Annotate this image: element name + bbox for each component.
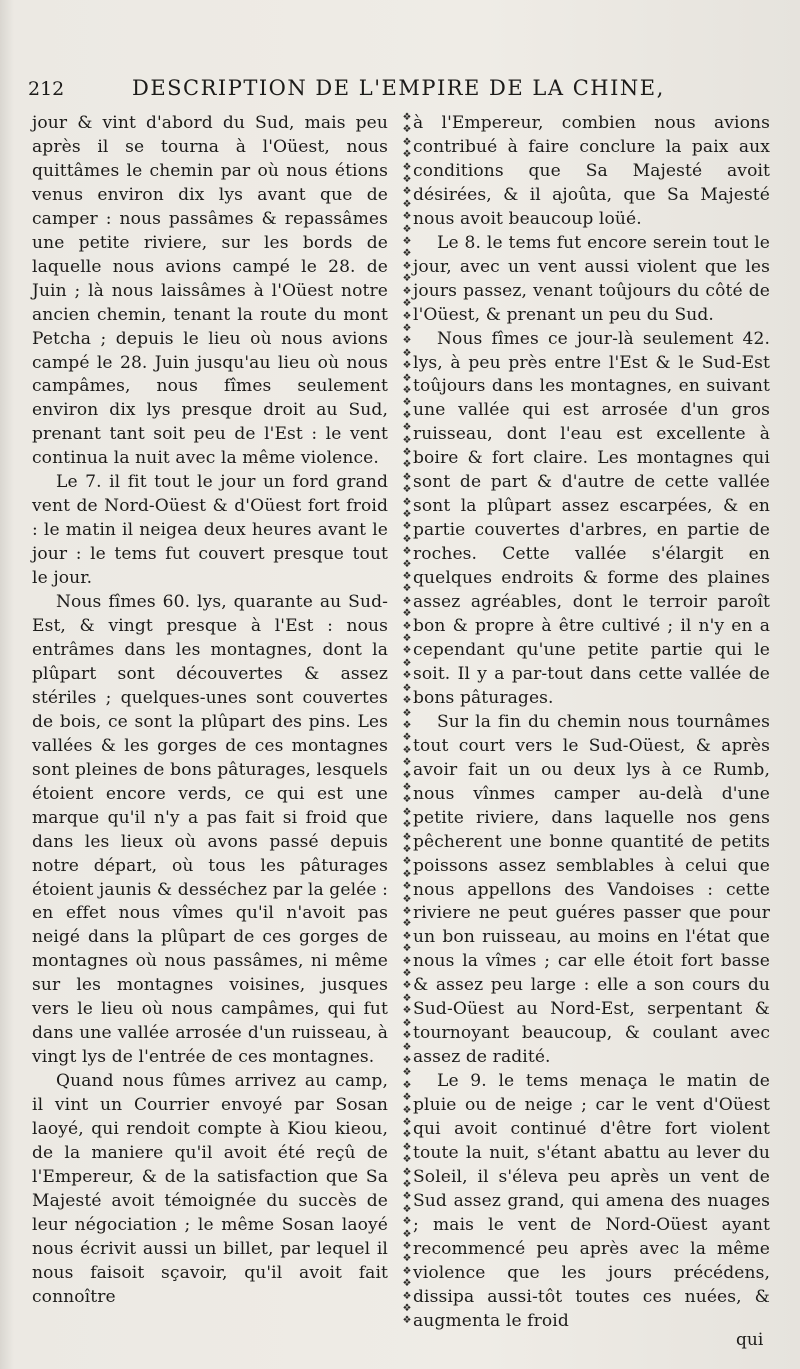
running-header bbox=[28, 74, 718, 108]
paragraph: Sur la fin du chemin nous tournâmes tout court vers le Sud-Oüest, & après avoir fait un ou deux lys à ce Rumb, nous vînmes camper au-delà d'une petite riviere, dans laquelle nos gens pêcherent une bonne quantité de petits poissons assez semblables à celui que nous appellons des Vandoises : cette riviere ne peut guéres passer que pour un bon ruisseau, au moins en l'état que nous la vîmes ; car elle étoit fort basse & assez peu large : elle a son cours du Sud-Oüest au Nord-Est, serpentant & tournoyant beaucoup, & coulant avec assez de radité. bbox=[413, 711, 770, 1068]
catchword: qui bbox=[736, 1330, 764, 1350]
running-title: DESCRIPTION DE L'EMPIRE DE LA CHINE, bbox=[132, 76, 665, 100]
paragraph: Le 8. le tems fut encore serein tout le jour, avec un vent aussi violent que les jours passez, venant toûjours du côté de l'Oüest, & prenant un peu du Sud. bbox=[413, 232, 770, 325]
paragraph: Nous fîmes ce jour-là seulement 42. lys, à peu près entre l'Est & le Sud-Est toûjours dans les montagnes, en suivant une vallée qui est arrosée d'un gros ruisseau, dont l'eau est excellente à boire & fort claire. Les montagnes qui sont de part & d'autre de cette vallée sont la plûpart assez escarpées, & en partie couvertes d'arbres, en partie de roches. Cette vallée s'élargit en quelques endroits & forme des plaines assez agréables, dont le terroir paroît bon & propre à être cultivé ; il n'y en a cependant qu'une petite partie qui le soit. Il y a par-tout dans cette vallée de bons pâturages. bbox=[413, 328, 770, 708]
right-column bbox=[413, 112, 770, 1334]
paragraph: jour & vint d'abord du Sud, mais peu après il se tourna à l'Oüest, nous quittâmes le chemin par où nous étions venus environ dix lys avant que de camper : nous passâmes & repassâmes une petite riviere, sur les bords de laquelle nous avions campé le 28. de Juin ; là nous laissâmes à l'Oüest notre ancien chemin, tenant la route du mont Petcha ; depuis le lieu où nous avions campé le 28. Juin jusqu'au lieu où nous campâmes, nous fîmes seulement environ dix lys presque droit au Sud, prenant tant soit peu de l'Est : le vent continua la nuit avec la même violence. bbox=[32, 113, 388, 469]
paragraph: Le 9. le tems menaça le matin de pluie ou de neige ; car le vent d'Oüest qui avoit continué d'être fort violent toute la nuit, s'étant abattu au lever du Soleil, il s'éleva peu après un vent de Sud assez grand, qui amena des nuages ; mais le vent de Nord-Oüest ayant recommencé peu après avec la même violence que les jours précédens, dissipa aussi-tôt toutes ces nuées, & augmenta le froid bbox=[413, 1071, 770, 1331]
paragraph: à l'Empereur, combien nous avions contribué à faire conclure la paix aux conditions que Sa Majesté avoit désirées, & il ajoûta, que Sa Majesté nous avoit beaucoup loüé. bbox=[413, 113, 770, 229]
column-ornament-divider: ❖ ❖ ❖ ❖ ❖ ❖ ❖ ❖ ❖ ❖ ❖ ❖ ❖ ❖ ❖ ❖ ❖ ❖ ❖ ❖ ❖ ❖ ❖ ❖ ❖ ❖ ❖ ❖ ❖ ❖ ❖ ❖ ❖ ❖ ❖ ❖ ❖ ❖ ❖ ❖ ❖ ❖ ❖ ❖ ❖ ❖ ❖ ❖ ❖ ❖ ❖ ❖ ❖ ❖ ❖ ❖ ❖ ❖ ❖ ❖ ❖ ❖ ❖ ❖ ❖ ❖ ❖ ❖ ❖ ❖ ❖ ❖ ❖ ❖ ❖ ❖ ❖ ❖ ❖ ❖ ❖ ❖ ❖ ❖ ❖ ❖ ❖ ❖ ❖ ❖ ❖ ❖ ❖ ❖ ❖ ❖ ❖ ❖ bbox=[402, 112, 412, 1327]
page-number: 212 bbox=[28, 78, 65, 100]
left-column bbox=[32, 112, 388, 1310]
paragraph: Nous fîmes 60. lys, quarante au Sud-Est, & vingt presque à l'Est : nous entrâmes dans les montagnes, dont la plûpart sont découvertes & assez stériles ; quelques-unes sont couvertes de bois, ce sont la plûpart des pins. Les vallées & les gorges de ces montagnes sont pleines de bons pâturages, lesquels étoient encore verds, ce qui est une marque qu'il n'y a pas fait si froid que dans les lieux où avons passé depuis notre départ, où tous les pâturages étoient jaunis & desséchez par la gelée : en effet nous vîmes qu'il n'avoit pas neigé dans la plûpart de ces gorges de montagnes où nous passâmes, ni même sur les montagnes voisines, jusques vers le lieu où nous campâmes, qui fut dans une vallée arrosée d'un ruisseau, à vingt lys de l'entrée de ces montagnes. bbox=[32, 592, 388, 1068]
paragraph: Le 7. il fit tout le jour un ford grand vent de Nord-Oüest & d'Oüest fort froid : le matin il neigea deux heures avant le jour : le tems fut couvert presque tout le jour. bbox=[32, 472, 388, 589]
paragraph: Quand nous fûmes arrivez au camp, il vint un Courrier envoyé par Sosan laoyé, qui rendoit compte à Kiou kieou, de la maniere qu'il avoit été reçû de l'Empereur, & de la satisfaction que Sa Majesté avoit témoignée du succès de leur négociation ; le même Sosan laoyé nous écrivit aussi un billet, par lequel il nous faisoit sçavoir, qu'il avoit fait connoître bbox=[32, 1071, 388, 1307]
